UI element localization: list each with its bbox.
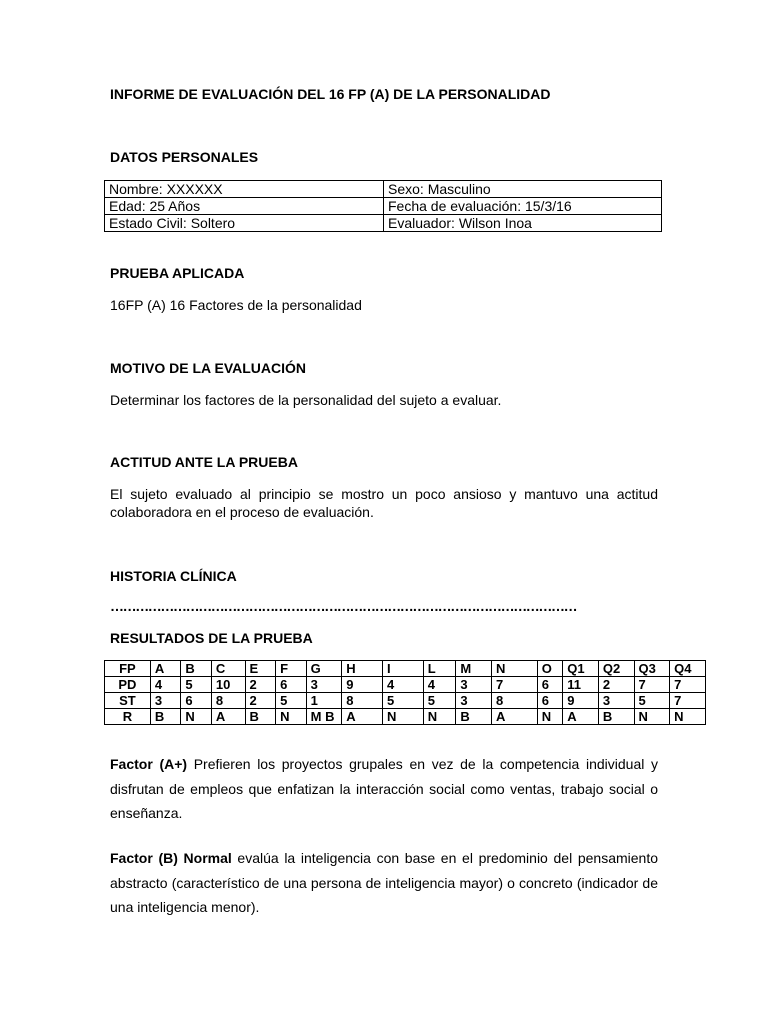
actitud-text: El sujeto evaluado al principio se mostro un poco ansioso y mantuvo una actitud colaboradora en el proceso de evaluación.	[110, 486, 658, 520]
resultados-cell: 5	[383, 693, 424, 709]
resultados-cell: G	[306, 661, 342, 677]
resultados-cell: 6	[181, 693, 212, 709]
resultados-cell: 5	[181, 677, 212, 693]
resultados-cell: A	[491, 709, 537, 725]
resultados-row	[105, 693, 706, 709]
resultados-cell: N	[634, 709, 670, 725]
resultados-cell: Q4	[670, 661, 706, 677]
resultados-cell: A	[150, 661, 181, 677]
datos-cell: Edad: 25 Años	[105, 198, 384, 215]
report-title: INFORME DE EVALUACIÓN DEL 16 FP (A) DE LA PERSONALIDAD	[110, 86, 551, 102]
factor-a-text: Prefieren los proyectos grupales en vez de la competencia individual y disfrutan de empleos que enfatizan la interacción social como ventas, trabajo social o enseñanza.	[110, 756, 658, 821]
historia-heading: HISTORIA CLÍNICA	[110, 568, 237, 584]
datos-row	[105, 198, 662, 215]
resultados-cell: N	[491, 661, 537, 677]
prueba-text: 16FP (A) 16 Factores de la personalidad	[110, 297, 362, 313]
resultados-cell: 8	[491, 693, 537, 709]
resultados-cell: E	[245, 661, 276, 677]
resultados-cell: 1	[306, 693, 342, 709]
resultados-cell: M	[456, 661, 492, 677]
resultados-row	[105, 709, 706, 725]
resultados-cell: 6	[276, 677, 307, 693]
resultados-cell: 5	[276, 693, 307, 709]
resultados-table	[104, 660, 706, 725]
resultados-cell: O	[537, 661, 562, 677]
resultados-cell: F	[276, 661, 307, 677]
resultados-cell: C	[211, 661, 245, 677]
resultados-cell: 8	[342, 693, 383, 709]
resultados-cell: 7	[491, 677, 537, 693]
resultados-cell: M B	[306, 709, 342, 725]
factor-a-label: Factor (A+)	[110, 756, 188, 772]
resultados-cell: N	[276, 709, 307, 725]
resultados-cell: 2	[245, 677, 276, 693]
resultados-row-label: PD	[105, 677, 151, 693]
resultados-row-label: ST	[105, 693, 151, 709]
resultados-cell: 9	[563, 693, 599, 709]
resultados-cell: N	[383, 709, 424, 725]
datos-cell: Sexo: Masculino	[384, 181, 662, 198]
resultados-cell: B	[456, 709, 492, 725]
factor-a-paragraph	[110, 752, 658, 826]
resultados-cell: 2	[598, 677, 634, 693]
resultados-cell: A	[342, 709, 383, 725]
datos-cell: Nombre: XXXXXX	[105, 181, 384, 198]
resultados-cell: N	[670, 709, 706, 725]
resultados-cell: B	[245, 709, 276, 725]
resultados-cell: 3	[456, 677, 492, 693]
motivo-text: Determinar los factores de la personalidad del sujeto a evaluar.	[110, 392, 502, 408]
resultados-cell: 6	[537, 693, 562, 709]
resultados-cell: 4	[383, 677, 424, 693]
resultados-row-label: R	[105, 709, 151, 725]
historia-dots: …………………………………………………………………………………………………	[110, 598, 577, 614]
factor-b-text: evalúa la inteligencia con base en el predominio del pensamiento abstracto (característico de una persona de inteligencia mayor) o concreto (indicador de una inteligencia menor).	[110, 850, 659, 915]
resultados-cell: 3	[456, 693, 492, 709]
resultados-cell: 8	[211, 693, 245, 709]
resultados-cell: N	[181, 709, 212, 725]
resultados-cell: H	[342, 661, 383, 677]
resultados-cell: 3	[150, 693, 181, 709]
resultados-cell: 7	[634, 677, 670, 693]
resultados-heading: RESULTADOS DE LA PRUEBA	[110, 630, 313, 646]
motivo-heading: MOTIVO DE LA EVALUACIÓN	[110, 360, 306, 376]
resultados-cell: Q3	[634, 661, 670, 677]
resultados-cell: I	[383, 661, 424, 677]
resultados-cell: B	[181, 661, 212, 677]
resultados-cell: 4	[423, 677, 456, 693]
datos-row	[105, 181, 662, 198]
datos-heading: DATOS PERSONALES	[110, 149, 259, 165]
resultados-cell: 2	[245, 693, 276, 709]
factor-b-label: Factor (B) Normal	[110, 850, 232, 866]
factor-b-paragraph	[110, 846, 658, 920]
resultados-cell: B	[598, 709, 634, 725]
resultados-row	[105, 661, 706, 677]
resultados-cell: Q1	[563, 661, 599, 677]
resultados-cell: A	[211, 709, 245, 725]
resultados-row	[105, 677, 706, 693]
resultados-cell: A	[563, 709, 599, 725]
resultados-cell: 3	[306, 677, 342, 693]
resultados-cell: 7	[670, 677, 706, 693]
resultados-cell: Q2	[598, 661, 634, 677]
resultados-cell: 10	[211, 677, 245, 693]
resultados-cell: 6	[537, 677, 562, 693]
datos-cell: Evaluador: Wilson Inoa	[384, 215, 662, 232]
resultados-cell: 5	[634, 693, 670, 709]
prueba-heading: PRUEBA APLICADA	[110, 265, 245, 281]
resultados-cell: 3	[598, 693, 634, 709]
datos-cell: Fecha de evaluación: 15/3/16	[384, 198, 662, 215]
datos-cell: Estado Civil: Soltero	[105, 215, 384, 232]
actitud-heading: ACTITUD ANTE LA PRUEBA	[110, 454, 298, 470]
resultados-cell: 7	[670, 693, 706, 709]
resultados-row-label: FP	[105, 661, 151, 677]
resultados-cell: 4	[150, 677, 181, 693]
resultados-cell: 9	[342, 677, 383, 693]
resultados-cell: N	[537, 709, 562, 725]
resultados-cell: 11	[563, 677, 599, 693]
resultados-cell: 5	[423, 693, 456, 709]
resultados-cell: B	[150, 709, 181, 725]
datos-row	[105, 215, 662, 232]
resultados-cell: L	[423, 661, 456, 677]
resultados-cell: N	[423, 709, 456, 725]
datos-table	[104, 180, 662, 232]
